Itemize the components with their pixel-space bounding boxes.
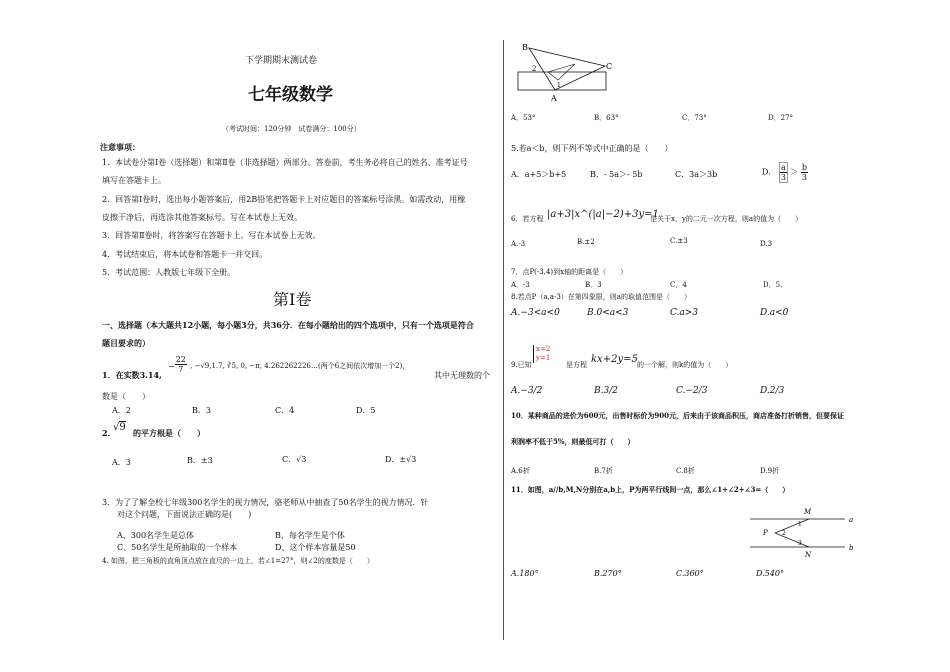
q2-sqrt: √9 — [113, 422, 126, 433]
q11-stem: 11．如图，a//b,M,N分别在a,b上，P为两平行线间一点，那么∠1+∠2+∠3=（ ） — [511, 485, 790, 494]
q5-option-a[interactable]: A．a+5＞b+5 — [511, 170, 567, 179]
q1-option-b[interactable]: B．3 — [192, 406, 211, 415]
q11-label: a — [849, 516, 854, 524]
exam-info: （考试时间：120分钟 试卷满分：100分） — [222, 125, 361, 133]
q3-option-c[interactable]: C、50名学生是所抽取的一个样本 — [117, 543, 238, 552]
notes-heading: 注意事项： — [100, 142, 140, 152]
q3-option-b[interactable]: B、每名学生是个体 — [275, 531, 345, 540]
note-line: 2．回答第Ⅰ卷时，选出每小题答案后，用2B铅笔把答题卡上对应题目的答案标号涂黑。如需改动，用橡 — [102, 195, 466, 204]
section-title: 第Ⅰ卷 — [273, 290, 312, 309]
q6-stem: 6．若方程 — [511, 215, 544, 223]
q1-stem: , −√9,1.7, ∛5, 0, −π, 4.262262226…(两个6之间依次增加一个2)， — [190, 362, 410, 370]
q1-frac-num: 22 — [175, 355, 186, 364]
q2-option-c[interactable]: C．√3 — [282, 455, 307, 464]
broken-line — [775, 519, 809, 547]
q11-option-b[interactable]: B.270° — [594, 569, 622, 578]
q4-label: 1 — [557, 82, 561, 89]
q10-stem: 利润率不低于5%，则最低可打（ ） — [511, 437, 635, 446]
q9-system-bottom: y=1 — [536, 354, 551, 362]
q11-label: N — [805, 551, 812, 559]
q9-stem: 的一个解，则k的值为（ ） — [637, 361, 733, 369]
q8-option-c[interactable]: C.a>3 — [670, 308, 699, 318]
q1-stem: 数是（ ） — [102, 392, 150, 401]
q4-label: A — [551, 94, 557, 103]
q11-label: P — [763, 529, 768, 537]
q9-option-d[interactable]: D.2/3 — [760, 386, 785, 396]
q10-option-c[interactable]: C.8折 — [676, 467, 695, 475]
q2-option-a[interactable]: A．3 — [112, 458, 131, 467]
note-line: 1．本试卷分第Ⅰ卷（选择题）和第Ⅱ卷（非选择题）两部分。答卷前，考生务必将自己的姓名、准考证号 — [102, 158, 468, 167]
exam-subtitle: 下学期期末测试卷 — [245, 56, 318, 66]
q8-option-a[interactable]: A.−3<a<0 — [511, 308, 560, 318]
q4-label: 2 — [532, 65, 537, 73]
q4-stem: 4. 如图，把三角板的直角顶点放在直尺的一边上，若∠1=27°，则∠2的度数是（ ） — [102, 557, 374, 565]
q11-option-c[interactable]: C.360° — [676, 569, 704, 578]
q9-option-b[interactable]: B.3/2 — [594, 386, 618, 396]
q1-option-d[interactable]: D．5 — [356, 406, 376, 415]
q7-option-b[interactable]: B．3 — [585, 281, 602, 289]
q3-option-a[interactable]: A、300名学生是总体 — [117, 531, 195, 540]
q9-stem: 是方程 — [566, 361, 587, 369]
q4-option-c[interactable]: C．73° — [682, 114, 707, 122]
q8-option-d[interactable]: D.a<0 — [760, 308, 789, 318]
q5-option-d-prefix: D． — [762, 167, 777, 177]
q9-option-a[interactable]: A.−3/2 — [511, 386, 543, 396]
q8-option-b[interactable]: B.0<a<3 — [587, 308, 629, 318]
q7-option-a[interactable]: A．-3 — [511, 281, 530, 289]
note-line: 5．考试范围：人教版七年级下全册。 — [102, 268, 236, 277]
q4-option-d[interactable]: D．27° — [768, 114, 794, 122]
q10-option-d[interactable]: D.9折 — [760, 467, 780, 475]
q1-fraction: − $\frac{22}{7}$ — [168, 355, 186, 374]
q1-option-a[interactable]: A．2 — [112, 406, 131, 415]
q6-option-c[interactable]: C.±3 — [670, 237, 688, 245]
q10-option-b[interactable]: B.7折 — [594, 467, 613, 475]
exam-title: 七年级数学 — [248, 85, 333, 105]
section-instructions: 题目要求的） — [102, 338, 150, 348]
q11-label: M — [804, 508, 812, 516]
q9-system — [533, 345, 550, 363]
note-line: 皮擦干净后，再选涂其他答案标号。写在本试卷上无效。 — [102, 213, 302, 222]
q5-frac-den-a: 3 — [780, 173, 786, 182]
q10-stem: 10．某种商品的进价为600元，出售时标价为900元，后来由于该商品积压，商店准备打折销售，但要保证 — [511, 411, 844, 420]
q11-figure — [745, 505, 860, 560]
q2-radicand: 9 — [119, 422, 126, 433]
q1-frac-den: 7 — [178, 365, 184, 374]
q7-option-c[interactable]: C．4 — [670, 281, 687, 289]
q6-option-d[interactable]: D.3 — [760, 240, 773, 248]
triangle-shape — [529, 48, 605, 90]
q6-equation: |a+3|x^(|a|−2)+3y=1 — [547, 209, 659, 220]
q5-frac-num-a: a — [780, 163, 786, 172]
note-line: 4．考试结束后，将本试卷和答题卡一并交回。 — [102, 250, 268, 259]
column-divider — [503, 40, 504, 640]
q9-stem: 9.已知 — [511, 361, 532, 369]
q9-equation: kx+2y=5 — [591, 354, 638, 365]
q1-stem: 1．在实数3.14, — [102, 370, 162, 380]
q11-label: b — [849, 544, 854, 552]
q9-option-c[interactable]: C.−2/3 — [676, 386, 708, 396]
q7-stem: 7．点P(-3,4)到x轴的距离是（ ） — [511, 268, 628, 276]
q5-option-c[interactable]: C．3a＞3b — [675, 170, 718, 179]
q4-option-a[interactable]: A．53° — [511, 114, 536, 122]
q10-option-a[interactable]: A.6折 — [511, 467, 530, 475]
q3-option-d[interactable]: D、这个样本容量是50 — [275, 543, 356, 552]
q4-label: C — [606, 62, 613, 71]
note-line: 填写在答题卡上。 — [102, 176, 166, 185]
q2-option-b[interactable]: B．±3 — [187, 456, 213, 465]
q5-option-b[interactable]: B．- 5a＞- 5b — [590, 170, 643, 179]
q4-figure — [515, 42, 615, 106]
q11-label: 3 — [798, 540, 802, 547]
q5-stem: 5.若a＜b，则下列不等式中正确的是（ ） — [511, 144, 673, 153]
ruler-shape — [518, 72, 606, 90]
q6-option-a[interactable]: A.-3 — [511, 240, 526, 248]
q6-stem: 是关于x，y的二元一次方程，则a的值为（ ） — [650, 215, 803, 223]
q3-stem: 对这个问题，下面说法正确的是( ) — [117, 510, 252, 519]
q11-label: 1 — [798, 521, 802, 528]
q11-option-d[interactable]: D.540° — [756, 569, 784, 578]
q9-system-top: x=2 — [536, 345, 551, 353]
q2-stem-prefix: 2． — [102, 428, 116, 438]
q2-option-d[interactable]: D．±√3 — [385, 455, 417, 464]
q4-label: B — [522, 43, 528, 52]
note-line: 3．回答第Ⅱ卷时，将答案写在答题卡上。写在本试卷上无效。 — [102, 231, 321, 240]
q11-option-a[interactable]: A.180° — [511, 569, 539, 578]
q1-option-c[interactable]: C．4 — [275, 406, 295, 415]
q4-option-b[interactable]: B．63° — [594, 114, 619, 122]
q11-label: 2 — [782, 530, 786, 537]
q2-stem: 的平方根是（ ） — [133, 428, 205, 438]
q5-frac-den-b: 3 — [801, 173, 807, 182]
q1-stem: 其中无理数的个 — [434, 371, 490, 380]
q5-option-d-gt: ＞ — [790, 167, 799, 177]
q8-stem: 8.若点P（a,a-3）在第四象限，则a的取值范围是（ ） — [511, 293, 691, 301]
q5-option-d[interactable] — [762, 162, 808, 183]
q6-option-b[interactable]: B.±2 — [577, 238, 595, 246]
q7-option-d[interactable]: D．5. — [763, 281, 783, 289]
q5-frac-num-b: b — [801, 163, 807, 172]
section-instructions: 一、选择题（本大题共12小题，每小题3分，共36分．在每小题给出的四个选项中，只有一个选项是符合 — [102, 320, 474, 330]
q3-stem: 3．为了了解全校七年级300名学生的视力情况，骆老师从中抽查了50名学生的视力情况．针 — [102, 498, 429, 507]
